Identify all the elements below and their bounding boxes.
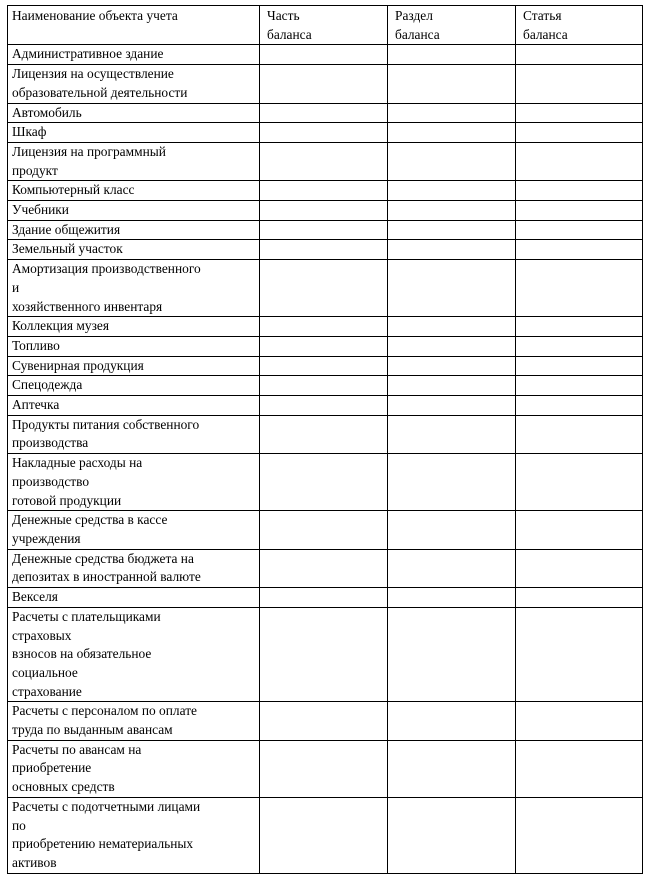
balance-article-cell[interactable] (516, 607, 643, 702)
object-name-cell: Денежные средства бюджета на депозитах в иностранной валюте (8, 549, 260, 587)
table-row (8, 511, 643, 549)
balance-section-cell[interactable] (388, 201, 516, 221)
object-name-cell: Автомобиль (8, 103, 260, 123)
table-row (8, 103, 643, 123)
table-row (8, 588, 643, 608)
balance-section-cell[interactable] (388, 740, 516, 797)
balance-section-cell[interactable] (388, 65, 516, 103)
balance-article-cell[interactable] (516, 123, 643, 143)
balance-section-cell[interactable] (388, 240, 516, 260)
balance-article-cell[interactable] (516, 376, 643, 396)
table-row (8, 336, 643, 356)
balance-section-cell[interactable] (388, 797, 516, 873)
balance-article-cell[interactable] (516, 415, 643, 453)
object-name-cell: Векселя (8, 588, 260, 608)
balance-section-cell[interactable] (388, 511, 516, 549)
balance-section-cell[interactable] (388, 607, 516, 702)
balance-section-cell[interactable] (388, 588, 516, 608)
object-name-cell: Расчеты с подотчетными лицами по приобретению нематериальных активов (8, 797, 260, 873)
balance-article-cell[interactable] (516, 317, 643, 337)
balance-article-cell[interactable] (516, 181, 643, 201)
table-row (8, 201, 643, 221)
balance-section-cell[interactable] (388, 220, 516, 240)
table-row (8, 220, 643, 240)
table-row (8, 65, 643, 103)
balance-section-cell[interactable] (388, 549, 516, 587)
balance-section-cell[interactable] (388, 123, 516, 143)
balance-part-cell[interactable] (260, 797, 388, 873)
object-name-cell: Спецодежда (8, 376, 260, 396)
balance-part-cell[interactable] (260, 317, 388, 337)
balance-article-cell[interactable] (516, 220, 643, 240)
balance-part-cell[interactable] (260, 240, 388, 260)
object-name-cell: Земельный участок (8, 240, 260, 260)
balance-part-cell[interactable] (260, 740, 388, 797)
table-row (8, 142, 643, 180)
balance-part-cell[interactable] (260, 123, 388, 143)
balance-classification-table (7, 5, 643, 874)
balance-part-cell[interactable] (260, 376, 388, 396)
balance-part-cell[interactable] (260, 103, 388, 123)
table-row (8, 549, 643, 587)
balance-part-cell[interactable] (260, 142, 388, 180)
balance-part-cell[interactable] (260, 45, 388, 65)
object-name-cell: Расчеты по авансам на приобретение основных средств (8, 740, 260, 797)
balance-article-cell[interactable] (516, 45, 643, 65)
balance-part-cell[interactable] (260, 454, 388, 511)
balance-article-cell[interactable] (516, 336, 643, 356)
table-row (8, 356, 643, 376)
table-row (8, 45, 643, 65)
balance-article-cell[interactable] (516, 396, 643, 416)
table-row (8, 123, 643, 143)
balance-article-cell[interactable] (516, 201, 643, 221)
object-name-cell: Денежные средства в кассе учреждения (8, 511, 260, 549)
object-name-cell: Расчеты с плательщиками страховых взносов на обязательное социальное страхование (8, 607, 260, 702)
balance-article-cell[interactable] (516, 260, 643, 317)
table-header-row (8, 6, 643, 45)
balance-section-cell[interactable] (388, 376, 516, 396)
table-row (8, 607, 643, 702)
object-name-cell: Накладные расходы на производство готовой продукции (8, 454, 260, 511)
balance-part-cell[interactable] (260, 415, 388, 453)
balance-section-cell[interactable] (388, 317, 516, 337)
balance-part-cell[interactable] (260, 181, 388, 201)
balance-section-cell[interactable] (388, 181, 516, 201)
balance-article-cell[interactable] (516, 702, 643, 740)
table-row (8, 240, 643, 260)
balance-section-cell[interactable] (388, 396, 516, 416)
object-name-cell: Аптечка (8, 396, 260, 416)
table-row (8, 740, 643, 797)
object-name-cell: Здание общежития (8, 220, 260, 240)
table-row (8, 702, 643, 740)
object-name-cell: Топливо (8, 336, 260, 356)
header-balance-article: Статья баланса (516, 6, 643, 45)
balance-article-cell[interactable] (516, 740, 643, 797)
balance-part-cell[interactable] (260, 260, 388, 317)
balance-part-cell[interactable] (260, 336, 388, 356)
object-name-cell: Лицензия на программный продукт (8, 142, 260, 180)
header-balance-part: Часть баланса (260, 6, 388, 45)
balance-section-cell[interactable] (388, 260, 516, 317)
object-name-cell: Лицензия на осуществление образовательной деятельности (8, 65, 260, 103)
balance-section-cell[interactable] (388, 45, 516, 65)
balance-part-cell[interactable] (260, 65, 388, 103)
balance-article-cell[interactable] (516, 511, 643, 549)
balance-part-cell[interactable] (260, 702, 388, 740)
balance-part-cell[interactable] (260, 549, 388, 587)
balance-section-cell[interactable] (388, 454, 516, 511)
header-balance-section: Раздел баланса (388, 6, 516, 45)
balance-article-cell[interactable] (516, 797, 643, 873)
balance-article-cell[interactable] (516, 549, 643, 587)
balance-article-cell[interactable] (516, 103, 643, 123)
object-name-cell: Коллекция музея (8, 317, 260, 337)
balance-section-cell[interactable] (388, 356, 516, 376)
table-row (8, 376, 643, 396)
object-name-cell: Расчеты с персоналом по оплате труда по выданным авансам (8, 702, 260, 740)
object-name-cell: Учебники (8, 201, 260, 221)
table-row (8, 454, 643, 511)
table-row (8, 181, 643, 201)
object-name-cell: Амортизация производственного и хозяйственного инвентаря (8, 260, 260, 317)
object-name-cell: Шкаф (8, 123, 260, 143)
table-row (8, 260, 643, 317)
balance-section-cell[interactable] (388, 415, 516, 453)
table-row (8, 396, 643, 416)
table-row (8, 317, 643, 337)
balance-part-cell[interactable] (260, 588, 388, 608)
balance-article-cell[interactable] (516, 65, 643, 103)
balance-part-cell[interactable] (260, 511, 388, 549)
balance-section-cell[interactable] (388, 702, 516, 740)
balance-section-cell[interactable] (388, 142, 516, 180)
balance-part-cell[interactable] (260, 607, 388, 702)
object-name-cell: Компьютерный класс (8, 181, 260, 201)
object-name-cell: Продукты питания собственного производства (8, 415, 260, 453)
balance-part-cell[interactable] (260, 396, 388, 416)
table-row (8, 797, 643, 873)
table-row (8, 415, 643, 453)
balance-part-cell[interactable] (260, 220, 388, 240)
header-object-name: Наименование объекта учета (8, 6, 260, 45)
balance-part-cell[interactable] (260, 201, 388, 221)
balance-part-cell[interactable] (260, 356, 388, 376)
balance-article-cell[interactable] (516, 240, 643, 260)
balance-article-cell[interactable] (516, 588, 643, 608)
balance-section-cell[interactable] (388, 336, 516, 356)
balance-section-cell[interactable] (388, 103, 516, 123)
object-name-cell: Административное здание (8, 45, 260, 65)
balance-article-cell[interactable] (516, 454, 643, 511)
object-name-cell: Сувенирная продукция (8, 356, 260, 376)
balance-article-cell[interactable] (516, 356, 643, 376)
balance-article-cell[interactable] (516, 142, 643, 180)
